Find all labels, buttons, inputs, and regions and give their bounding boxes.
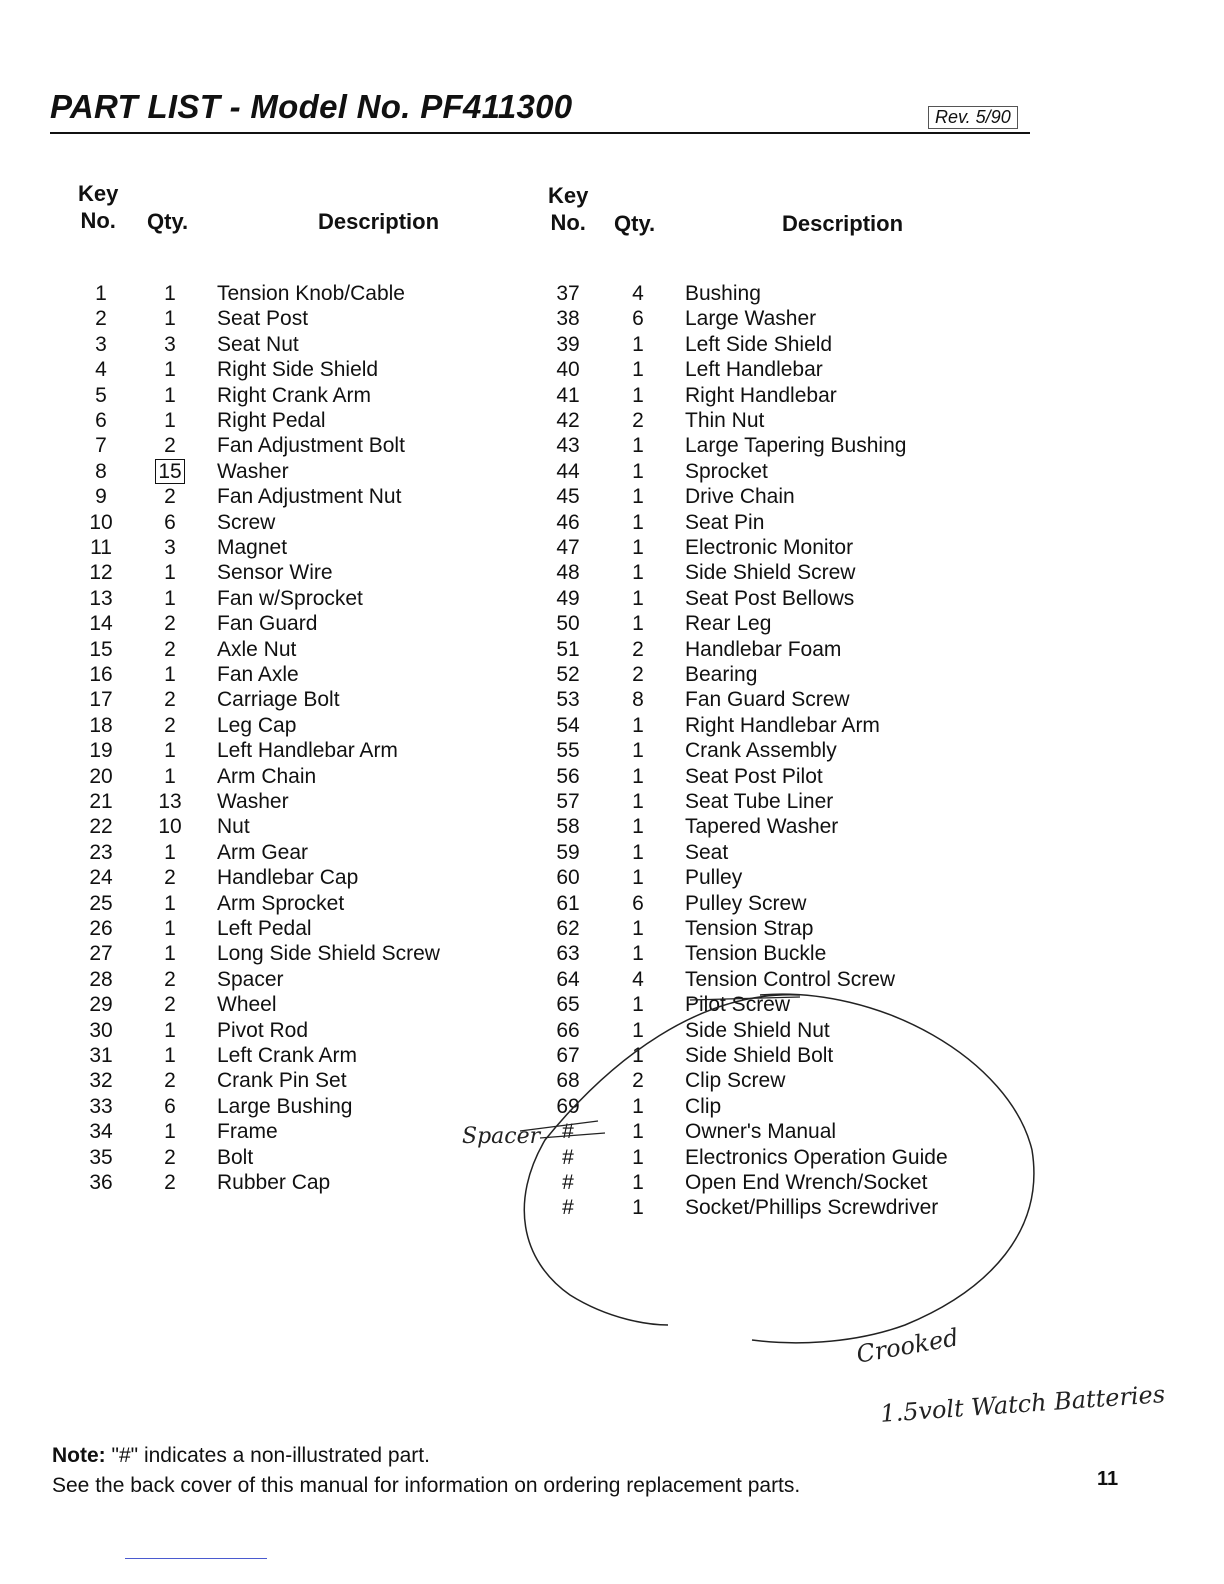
part-key-number: 58 (556, 815, 580, 839)
part-key-number: 4 (95, 358, 107, 382)
part-key-number: 27 (89, 942, 113, 966)
part-quantity: 2 (164, 1069, 176, 1093)
page-number: 11 (1097, 1468, 1119, 1490)
part-quantity: 2 (164, 1145, 176, 1169)
part-key-number: 44 (556, 459, 580, 483)
part-description: Fan Adjustment Bolt (217, 434, 405, 458)
part-key-number: 32 (89, 1069, 113, 1093)
part-key-number: 34 (89, 1120, 113, 1144)
part-quantity: 1 (632, 1196, 644, 1220)
part-key-number: # (562, 1145, 574, 1169)
part-key-number: 25 (89, 891, 113, 915)
part-quantity: 1 (164, 891, 176, 915)
part-description: Rear Leg (685, 612, 772, 636)
part-description: Side Shield Nut (685, 1018, 830, 1042)
part-description: Frame (217, 1120, 278, 1144)
footer-note (52, 1444, 430, 1468)
part-description: Seat Post Pilot (685, 764, 823, 788)
part-key-number: 56 (556, 764, 580, 788)
part-key-number: 22 (89, 815, 113, 839)
part-key-number: 6 (95, 409, 107, 432)
part-description: Clip Screw (685, 1069, 786, 1093)
part-quantity: 2 (632, 663, 644, 686)
part-description: Fan Guard (217, 612, 318, 636)
part-description: Bushing (685, 282, 761, 305)
part-quantity: 1 (632, 764, 644, 788)
part-description: Tension Knob/Cable (217, 282, 405, 305)
part-description: Magnet (217, 536, 288, 559)
part-quantity: 2 (164, 993, 176, 1017)
part-description: Handlebar Cap (217, 866, 359, 890)
part-description: Socket/Phillips Screwdriver (685, 1196, 939, 1220)
part-key-number: 48 (556, 561, 580, 585)
part-description: Left Handlebar (685, 358, 823, 382)
part-key-number: 3 (95, 332, 107, 356)
part-key-number: 62 (556, 917, 580, 940)
part-quantity: 1 (632, 917, 644, 940)
part-key-number: 29 (89, 993, 113, 1017)
part-key-number: 41 (556, 383, 580, 407)
left-qty-header: Qty. (147, 209, 189, 234)
part-key-number: 63 (556, 942, 580, 966)
part-quantity: 4 (632, 282, 644, 305)
part-quantity: 1 (632, 510, 644, 534)
part-description: Arm Sprocket (217, 891, 345, 915)
handwritten-batteries: 1.5volt Watch Batteries (879, 1380, 1166, 1428)
part-description: Thin Nut (685, 409, 765, 432)
part-key-number: # (562, 1196, 574, 1220)
part-key-number: 47 (556, 536, 580, 559)
part-description: Clip (685, 1094, 722, 1118)
part-quantity: 1 (164, 409, 176, 432)
part-description: Electronics Operation Guide (685, 1145, 948, 1169)
part-quantity: 1 (632, 840, 644, 864)
part-description: Side Shield Screw (685, 561, 856, 585)
part-quantity: 4 (632, 967, 644, 991)
part-description: Pulley Screw (685, 891, 807, 915)
part-description: Tapered Washer (685, 815, 839, 839)
part-key-number: 35 (89, 1145, 113, 1169)
part-key-number: 39 (556, 332, 580, 356)
part-description: Arm Gear (217, 840, 309, 864)
part-description: Tension Control Screw (685, 967, 896, 991)
part-quantity: 1 (632, 358, 644, 382)
part-quantity: 1 (632, 459, 644, 483)
part-quantity: 3 (164, 332, 176, 356)
part-description: Owner's Manual (685, 1120, 837, 1144)
part-quantity: 6 (164, 1094, 176, 1118)
part-quantity: 2 (164, 637, 176, 661)
part-key-number: 13 (89, 586, 113, 610)
part-quantity: 1 (632, 942, 644, 966)
part-quantity: 6 (164, 510, 176, 534)
part-key-number: 17 (89, 688, 113, 712)
part-key-number: 66 (556, 1018, 580, 1042)
right-qty-header: Qty. (614, 211, 656, 236)
part-key-number: 9 (95, 485, 107, 509)
part-key-number: 31 (89, 1044, 113, 1067)
part-quantity: 2 (164, 688, 176, 712)
left-key-header-top: Key (78, 181, 119, 206)
part-quantity: 1 (164, 739, 176, 763)
part-key-number: 30 (89, 1018, 113, 1042)
part-key-number: 11 (90, 536, 112, 559)
part-quantity: 3 (164, 536, 176, 559)
part-key-number: 23 (89, 840, 113, 864)
part-quantity: 1 (632, 1018, 644, 1042)
part-quantity: 1 (164, 764, 176, 788)
part-key-number: 20 (89, 764, 113, 788)
part-description: Leg Cap (217, 713, 297, 737)
part-description: Pilot Screw (685, 993, 791, 1017)
part-quantity: 1 (632, 993, 644, 1017)
part-description: Sensor Wire (217, 561, 333, 585)
part-key-number: 53 (556, 688, 580, 712)
part-quantity: 1 (632, 1145, 644, 1169)
part-quantity: 1 (632, 1171, 644, 1194)
part-quantity: 1 (632, 485, 644, 509)
part-key-number: 42 (556, 409, 580, 432)
part-key-number: 52 (556, 663, 580, 686)
part-quantity: 1 (632, 561, 644, 585)
part-key-number: 38 (556, 307, 580, 331)
part-key-number: 15 (89, 637, 113, 661)
right-description-header: Description (782, 211, 904, 236)
part-description: Fan Axle (217, 663, 299, 686)
handwritten-spacer: Spacer (462, 1124, 541, 1149)
circle-annotation-right (752, 994, 1034, 1343)
right-key-header-top: Key (548, 183, 589, 208)
part-description: Left Crank Arm (217, 1044, 358, 1067)
note-text: "#" indicates a non-illustrated part. (111, 1444, 430, 1467)
part-description: Left Handlebar Arm (217, 739, 398, 763)
circle-annotation (524, 995, 800, 1325)
part-key-number: 14 (89, 612, 113, 636)
part-description: Bearing (685, 663, 758, 686)
part-key-number: 18 (89, 713, 113, 737)
right-key-header-bottom: No. (550, 210, 586, 235)
part-quantity: 2 (164, 713, 176, 737)
part-key-number: 12 (89, 561, 113, 585)
part-description: Large Bushing (217, 1094, 353, 1118)
part-key-number: 69 (556, 1094, 580, 1118)
part-quantity: 6 (632, 891, 644, 915)
part-quantity: 1 (164, 1018, 176, 1042)
part-quantity: 2 (164, 612, 176, 636)
part-key-number: # (562, 1120, 574, 1144)
part-quantity: 1 (632, 1120, 644, 1144)
part-quantity: 2 (164, 434, 176, 458)
part-quantity: 1 (632, 739, 644, 763)
part-quantity: 1 (632, 713, 644, 737)
part-description: Axle Nut (217, 637, 297, 661)
part-key-number: 65 (556, 993, 580, 1017)
part-quantity: 1 (632, 815, 644, 839)
part-key-number: 7 (95, 434, 107, 458)
part-description: Large Washer (685, 307, 817, 331)
part-key-number: 61 (556, 891, 580, 915)
part-description: Crank Pin Set (217, 1069, 347, 1093)
part-quantity: 6 (632, 307, 644, 331)
part-description: Electronic Monitor (685, 536, 854, 559)
part-key-number: 57 (556, 790, 580, 813)
part-quantity: 1 (632, 332, 644, 356)
part-quantity: 1 (164, 840, 176, 864)
part-quantity: 1 (632, 612, 644, 636)
part-key-number: 19 (89, 739, 113, 763)
part-quantity: 2 (164, 1171, 176, 1194)
part-quantity: 2 (632, 1069, 644, 1093)
revision-label: Rev. 5/90 (928, 106, 1018, 129)
part-quantity: 1 (632, 1094, 644, 1118)
part-key-number: 59 (556, 840, 580, 864)
footer-ordering-info: See the back cover of this manual for information on ordering replacement parts. (52, 1474, 801, 1497)
note-label: Note: (52, 1444, 106, 1467)
part-description: Right Pedal (217, 409, 326, 432)
part-description: Right Handlebar (685, 383, 837, 407)
part-quantity: 1 (632, 383, 644, 407)
part-description: Washer (217, 459, 289, 483)
part-quantity: 1 (164, 307, 176, 331)
part-key-number: 51 (556, 637, 580, 661)
part-description: Handlebar Foam (685, 637, 842, 661)
part-key-number: 21 (89, 790, 113, 813)
part-quantity: 1 (632, 586, 644, 610)
part-description: Fan w/Sprocket (217, 586, 363, 610)
part-description: Side Shield Bolt (685, 1044, 834, 1067)
part-key-number: 37 (556, 282, 580, 305)
part-description: Pulley (685, 866, 743, 890)
part-quantity: 1 (632, 1044, 644, 1067)
part-description: Left Side Shield (685, 332, 833, 356)
part-key-number: 54 (556, 713, 580, 737)
part-description: Long Side Shield Screw (217, 942, 440, 966)
part-description: Seat Post (217, 307, 309, 331)
part-key-number: 8 (95, 459, 107, 483)
part-quantity: 2 (164, 866, 176, 890)
part-description: Seat (685, 840, 729, 864)
part-description: Screw (217, 510, 276, 534)
part-quantity: 8 (632, 688, 644, 712)
part-quantity: 2 (632, 637, 644, 661)
part-key-number: 24 (89, 866, 113, 890)
part-key-number: 33 (89, 1094, 113, 1118)
part-description: Carriage Bolt (217, 688, 340, 712)
part-quantity: 2 (632, 409, 644, 432)
part-description: Tension Buckle (685, 942, 827, 966)
part-quantity: 1 (164, 358, 176, 382)
part-description: Nut (217, 815, 250, 839)
part-quantity: 1 (164, 1044, 176, 1067)
handwritten-crooked: Crooked (854, 1323, 961, 1369)
part-quantity: 1 (164, 282, 176, 305)
part-key-number: 10 (89, 510, 113, 534)
part-quantity: 1 (164, 917, 176, 940)
part-description: Sprocket (685, 459, 768, 483)
part-key-number: 55 (556, 739, 580, 763)
part-description: Drive Chain (685, 485, 795, 509)
part-description: Pivot Rod (217, 1018, 309, 1042)
part-quantity: 2 (164, 967, 176, 991)
left-description-header: Description (318, 209, 440, 234)
part-key-number: 5 (95, 383, 107, 407)
left-key-header-bottom: No. (80, 208, 116, 233)
part-description: Arm Chain (217, 764, 317, 788)
part-key-number: 43 (556, 434, 580, 458)
bottom-rule (125, 1558, 267, 1559)
part-description: Seat Nut (217, 332, 299, 356)
part-description: Right Side Shield (217, 358, 379, 382)
part-description: Rubber Cap (217, 1171, 331, 1194)
part-key-number: 49 (556, 586, 580, 610)
part-quantity: 10 (158, 815, 182, 839)
part-key-number: 1 (95, 282, 107, 305)
part-description: Fan Adjustment Nut (217, 485, 402, 509)
part-quantity: 1 (164, 663, 176, 686)
part-key-number: 68 (556, 1069, 580, 1093)
part-quantity: 1 (632, 790, 644, 813)
part-key-number: 45 (556, 485, 580, 509)
part-key-number: 2 (95, 307, 107, 331)
part-key-number: # (562, 1171, 574, 1194)
part-quantity: 1 (164, 942, 176, 966)
part-key-number: 46 (556, 510, 580, 534)
part-key-number: 40 (556, 358, 580, 382)
part-key-number: 36 (89, 1171, 113, 1194)
part-key-number: 16 (89, 663, 113, 686)
part-key-number: 60 (556, 866, 580, 890)
part-key-number: 67 (556, 1044, 580, 1067)
part-description: Right Crank Arm (217, 383, 372, 407)
part-description: Crank Assembly (685, 739, 837, 763)
part-description: Tension Strap (685, 917, 814, 940)
part-key-number: 26 (89, 917, 113, 940)
part-quantity: 1 (632, 536, 644, 559)
part-key-number: 64 (556, 967, 580, 991)
part-description: Bolt (217, 1145, 254, 1169)
part-key-number: 28 (89, 967, 113, 991)
page-title: PART LIST - Model No. PF411300 (50, 88, 573, 125)
part-description: Spacer (217, 967, 284, 991)
part-quantity: 1 (164, 586, 176, 610)
part-description: Seat Pin (685, 510, 765, 534)
part-description: Open End Wrench/Socket (685, 1171, 928, 1194)
part-description: Right Handlebar Arm (685, 713, 880, 737)
part-description: Large Tapering Bushing (685, 434, 907, 458)
part-quantity: 1 (164, 383, 176, 407)
part-description: Left Pedal (217, 917, 312, 940)
part-description: Washer (217, 790, 289, 813)
part-description: Fan Guard Screw (685, 688, 850, 712)
part-quantity: 13 (158, 790, 182, 813)
part-quantity: 1 (164, 1120, 176, 1144)
part-quantity: 1 (632, 434, 644, 458)
part-quantity-boxed: 15 (155, 459, 184, 484)
part-quantity: 1 (164, 561, 176, 585)
part-quantity: 1 (632, 866, 644, 890)
part-description: Seat Post Bellows (685, 586, 855, 610)
part-quantity: 2 (164, 485, 176, 509)
part-key-number: 50 (556, 612, 580, 636)
part-description: Seat Tube Liner (685, 790, 834, 813)
part-description: Wheel (217, 993, 277, 1017)
